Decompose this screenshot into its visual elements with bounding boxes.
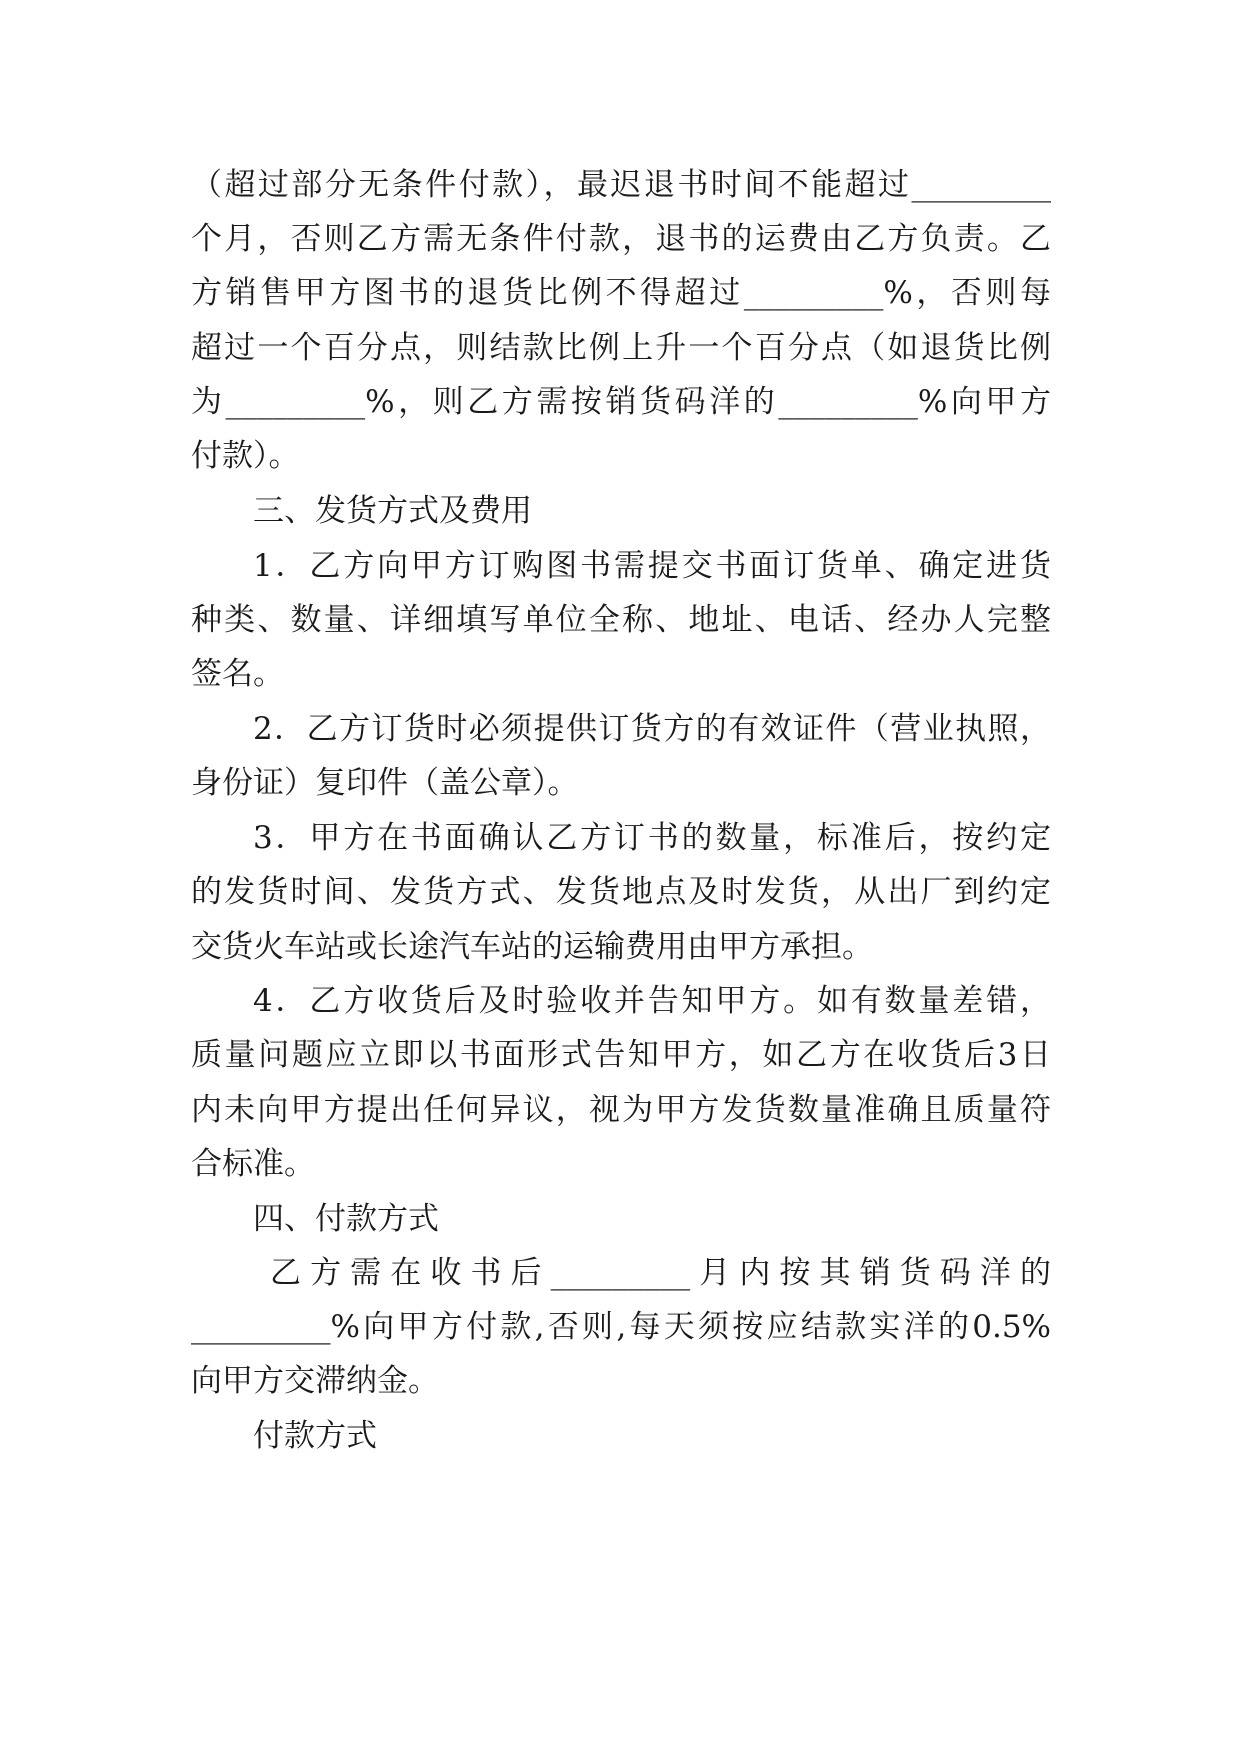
section-heading: 付款方式	[253, 1418, 377, 1454]
text-line: _________%向甲方付款,否则,每天须按应结款实洋的0.5%	[191, 1309, 1051, 1345]
text-line: 个月，否则乙方需无条件付款，退书的运费由乙方负责。乙	[191, 221, 1051, 257]
text-line: 向甲方交滞纳金。	[191, 1363, 439, 1399]
text-line: 方销售甲方图书的退货比例不得超过_________%，否则每	[191, 275, 1051, 311]
text-line: 质量问题应立即以书面形式告知甲方，如乙方在收货后3日	[191, 1037, 1051, 1073]
text-line: 3．甲方在书面确认乙方订书的数量，标准后，按约定	[253, 820, 1051, 856]
text-line: 合标准。	[191, 1146, 315, 1182]
text-line: 签名。	[191, 656, 284, 692]
section-heading: 三、发货方式及费用	[253, 493, 532, 529]
text-line: 2．乙方订货时必须提供订货方的有效证件（营业执照，	[253, 711, 1051, 747]
text-line: （超过部分无条件付款），最迟退书时间不能超过_________	[191, 167, 1051, 203]
section-heading: 四、付款方式	[253, 1201, 439, 1237]
text-line: 1．乙方向甲方订购图书需提交书面订货单、确定进货	[253, 548, 1051, 584]
text-line: 种类、数量、详细填写单位全称、地址、电话、经办人完整	[191, 602, 1051, 638]
text-line: 4．乙方收货后及时验收并告知甲方。如有数量差错，	[253, 983, 1051, 1019]
text-line: 乙方需在收书后_________月内按其销货码洋的	[270, 1255, 1051, 1291]
text-line: 超过一个百分点，则结款比例上升一个百分点（如退货比例	[191, 330, 1051, 366]
text-line: 内未向甲方提出任何异议，视为甲方发货数量准确且质量符	[191, 1092, 1051, 1128]
text-line: 为_________%，则乙方需按销货码洋的_________%向甲方	[191, 384, 1051, 420]
text-line: 的发货时间、发货方式、发货地点及时发货，从出厂到约定	[191, 874, 1051, 910]
text-line: 交货火车站或长途汽车站的运输费用由甲方承担。	[191, 929, 873, 965]
text-line: 身份证）复印件（盖公章）。	[191, 765, 579, 801]
text-line: 付款）。	[191, 438, 300, 474]
